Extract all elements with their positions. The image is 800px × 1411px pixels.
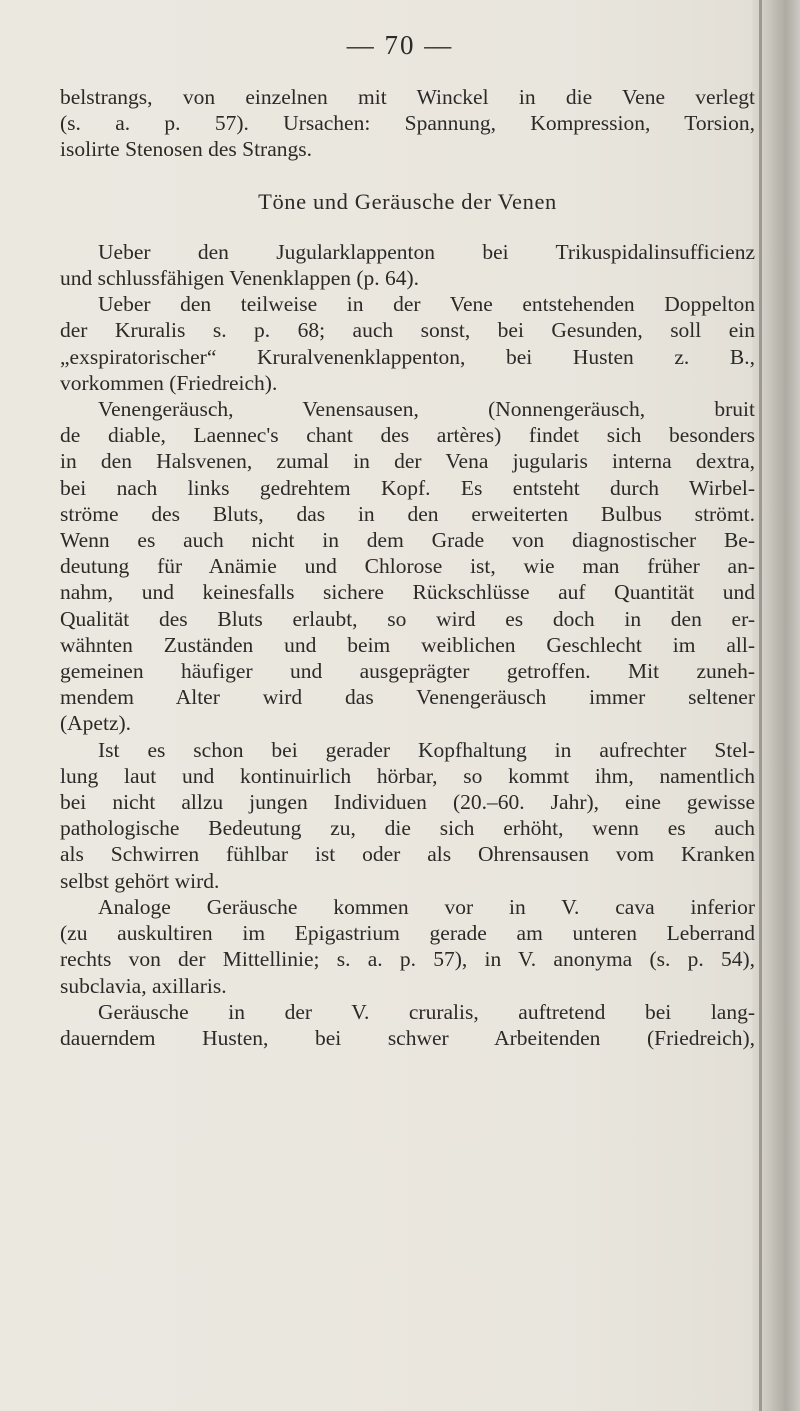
paragraph-crural-murmurs bbox=[60, 999, 755, 1051]
text-line: wähnten Zuständen und beim weiblichen Geschlecht im all- bbox=[60, 632, 755, 657]
text-line: rechts von der Mittellinie; s. a. p. 57), in V. anonyma (s. p. 54), bbox=[60, 947, 755, 972]
text-line: (zu auskultiren im Epigastrium gerade am unteren Leberrand bbox=[60, 921, 755, 946]
text-line: selbst gehört wird. bbox=[60, 868, 220, 893]
text-line: Analoge Geräusche kommen vor in V. cava inferior bbox=[98, 894, 755, 919]
text-line: Geräusche in der V. cruralis, auftretend bei lang- bbox=[98, 999, 755, 1024]
text-line: bei nicht allzu jungen Individuen (20.–60. Jahr), eine gewisse bbox=[60, 790, 755, 815]
section-heading: Töne und Geräusche der Venen bbox=[258, 188, 557, 214]
text-line: „exspiratorischer“ Kruralvenenklappenton, bei Husten z. B., bbox=[60, 344, 755, 369]
text-line: ströme des Bluts, das in den erweiterten Bulbus strömt. bbox=[60, 501, 755, 526]
text-line: mendem Alter wird das Venengeräusch immer seltener bbox=[60, 685, 755, 710]
text-line: Wenn es auch nicht in dem Grade von diagnostischer Be- bbox=[60, 528, 755, 553]
text-line: subclavia, axillaris. bbox=[60, 973, 227, 998]
text-line: gemeinen häufiger und ausgeprägter getroffen. Mit zuneh- bbox=[60, 659, 755, 684]
paragraph-jugular-valve-tone bbox=[60, 239, 755, 291]
text-line: belstrangs, von einzelnen mit Winckel in die Vene verlegt bbox=[60, 85, 755, 109]
text-line: Ueber den Jugularklappenton bei Trikuspidalinsufficienz bbox=[98, 239, 755, 264]
text-line: (s. a. p. 57). Ursachen: Spannung, Kompression, Torsion, bbox=[60, 111, 755, 136]
paragraph-continuation bbox=[60, 84, 755, 163]
text-body bbox=[60, 84, 755, 1051]
page-number: — 70 — bbox=[346, 30, 454, 60]
text-line: dauerndem Husten, bei schwer Arbeitenden (Friedreich), bbox=[60, 1025, 755, 1050]
text-line: isolirte Stenosen des Strangs. bbox=[60, 137, 313, 162]
text-line: Ist es schon bei gerader Kopfhaltung in aufrechter Stel- bbox=[98, 737, 755, 762]
page-binding-edge bbox=[759, 0, 762, 1411]
text-line: als Schwirren fühlbar ist oder als Ohrensausen vom Kranken bbox=[60, 842, 755, 867]
text-line: Venengeräusch, Venensausen, (Nonnengeräusch, bruit bbox=[98, 397, 755, 422]
text-line: Qualität des Bluts erlaubt, so wird es doch in den er- bbox=[60, 606, 755, 631]
text-line: bei nach links gedrehtem Kopf. Es entsteht durch Wirbel- bbox=[60, 475, 755, 500]
text-line: (Apetz). bbox=[60, 711, 132, 736]
text-line: nahm, und keinesfalls sichere Rückschlüsse auf Quantität und bbox=[60, 580, 755, 605]
text-line: lung laut und kontinuirlich hörbar, so kommt ihm, namentlich bbox=[60, 763, 755, 788]
paragraph-double-tone bbox=[60, 291, 755, 396]
text-line: de diable, Laennec's chant des artères) findet sich besonders bbox=[60, 423, 755, 448]
text-line: in den Halsvenen, zumal in der Vena jugularis interna dextra, bbox=[60, 449, 755, 474]
text-line: vorkommen (Friedreich). bbox=[60, 370, 278, 395]
paragraph-venous-hum bbox=[60, 396, 755, 737]
text-line: der Kruralis s. p. 68; auch sonst, bei Gesunden, soll ein bbox=[60, 318, 755, 343]
text-line: deutung für Anämie und Chlorose ist, wie man früher an- bbox=[60, 554, 755, 579]
text-line: und schlussfähigen Venenklappen (p. 64). bbox=[60, 266, 420, 291]
paragraph-pathological-significance bbox=[60, 737, 755, 894]
paragraph-analogous-murmurs bbox=[60, 894, 755, 999]
text-line: Ueber den teilweise in der Vene entstehenden Doppelton bbox=[98, 292, 755, 317]
text-line: pathologische Bedeutung zu, die sich erhöht, wenn es auch bbox=[60, 816, 755, 841]
